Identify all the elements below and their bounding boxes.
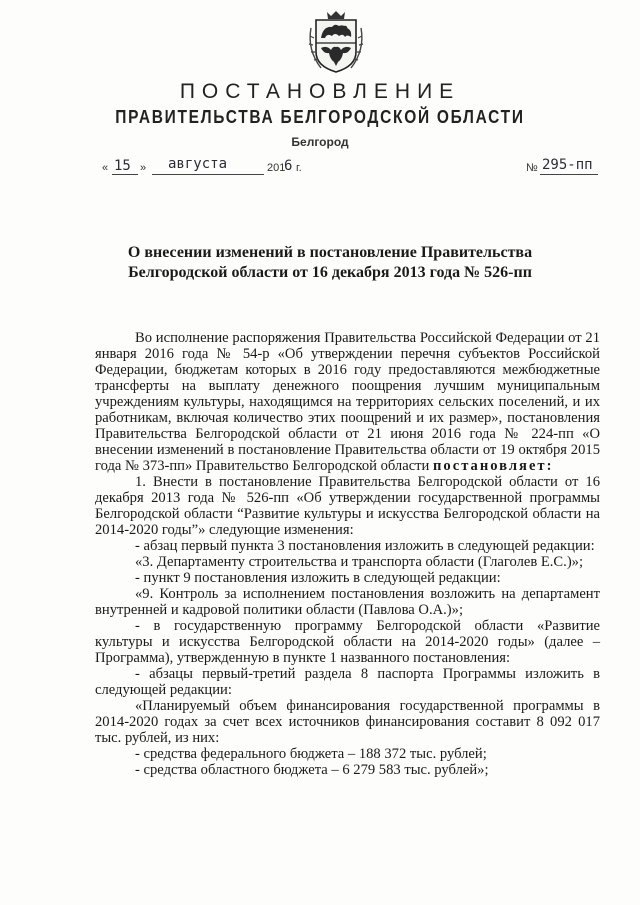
city-label: Белгород: [291, 135, 349, 149]
paragraph-program-amend: - в государственную программу Белгородской области «Развитие культуры и искусства Белгородской области на 2014-2020 годы» (далее – Программа), утвержденную в пункте 1 названного постановления:: [95, 618, 600, 666]
year-prefix: 201: [267, 162, 286, 174]
month-underline: [152, 174, 264, 175]
paragraph-preamble: [95, 330, 600, 474]
paragraph-section-8: - абзацы первый-третий раздела 8 паспорта Программы изложить в следующей редакции:: [95, 666, 600, 698]
day-underline: [112, 174, 138, 175]
date-number-line: [100, 158, 600, 180]
preamble-text: Во исполнение распоряжения Правительства Российской Федерации от 21 января 2016 года № 54-р «Об утверждении перечня субъектов Российской Федерации, бюджетам которых в 2016 году предоставляются межбюджетные трансферты на выплату денежного поощрения лучшим муниципальным учреждениям культуры, находящимся на территориях сельских поселений, и их работникам, включая количество этих поощрений и их размер», постановления Правительства Белгородской области от 21 июня 2016 года № 224-пп «О внесении изменений в постановление Правительства области от 19 октября 2015 года № 373-пп» Правительство Белгородской области: [95, 330, 600, 474]
coat-of-arms-icon: [305, 10, 367, 74]
paragraph-regional-funds: - средства областного бюджета – 6 279 583 тыс. рублей»;: [135, 762, 489, 778]
date-day: 15: [114, 158, 131, 174]
number-label: №: [526, 162, 538, 174]
paragraph-amend-clause-3: - абзац первый пункта 3 постановления изложить в следующей редакции:: [135, 538, 595, 554]
year-unit: г.: [296, 162, 302, 174]
number-underline: [540, 174, 598, 175]
document-heading: [110, 243, 550, 283]
quote-close: »: [140, 162, 147, 174]
quote-open: «: [102, 162, 109, 174]
paragraph-amend-clause-9: - пункт 9 постановления изложить в следующей редакции:: [135, 570, 501, 586]
resolves-verb: постановляет:: [433, 458, 554, 474]
heading-line-2: Белгородской области от 16 декабря 2013 года № 526-пп: [128, 264, 532, 281]
document-number: 295-пп: [542, 157, 593, 173]
date-month: августа: [168, 156, 228, 172]
paragraph-clause-3-text: «3. Департаменту строительства и транспорта области (Глаголев Е.С.)»;: [135, 554, 584, 570]
document-body: [95, 330, 600, 778]
paragraph-item-1: 1. Внести в постановление Правительства Белгородской области от 16 декабря 2013 года № 526-пп «Об утверждении государственной программы Белгородской области “Развитие культуры и искусства Белгородской области на 2014-2020 годы”» следующие изменения:: [95, 474, 600, 538]
year-suffix: 6: [284, 158, 293, 174]
paragraph-funding-total: «Планируемый объем финансирования государственной программы в 2014-2020 годах за счет всех источников финансирования составит 8 092 017 тыс. рублей, из них:: [95, 698, 600, 746]
document-type-title: ПОСТАНОВЛЕНИЕ: [179, 80, 461, 103]
issuing-authority-title: ПРАВИТЕЛЬСТВА БЕЛГОРОДСКОЙ ОБЛАСТИ: [115, 107, 525, 127]
paragraph-federal-funds: - средства федерального бюджета – 188 372 тыс. рублей;: [135, 746, 487, 762]
paragraph-clause-9-text: «9. Контроль за исполнением постановления возложить на департамент внутренней и кадровой политики области (Павлова О.А.)»;: [95, 586, 600, 618]
heading-line-1: О внесении изменений в постановление Правительства: [127, 244, 533, 261]
